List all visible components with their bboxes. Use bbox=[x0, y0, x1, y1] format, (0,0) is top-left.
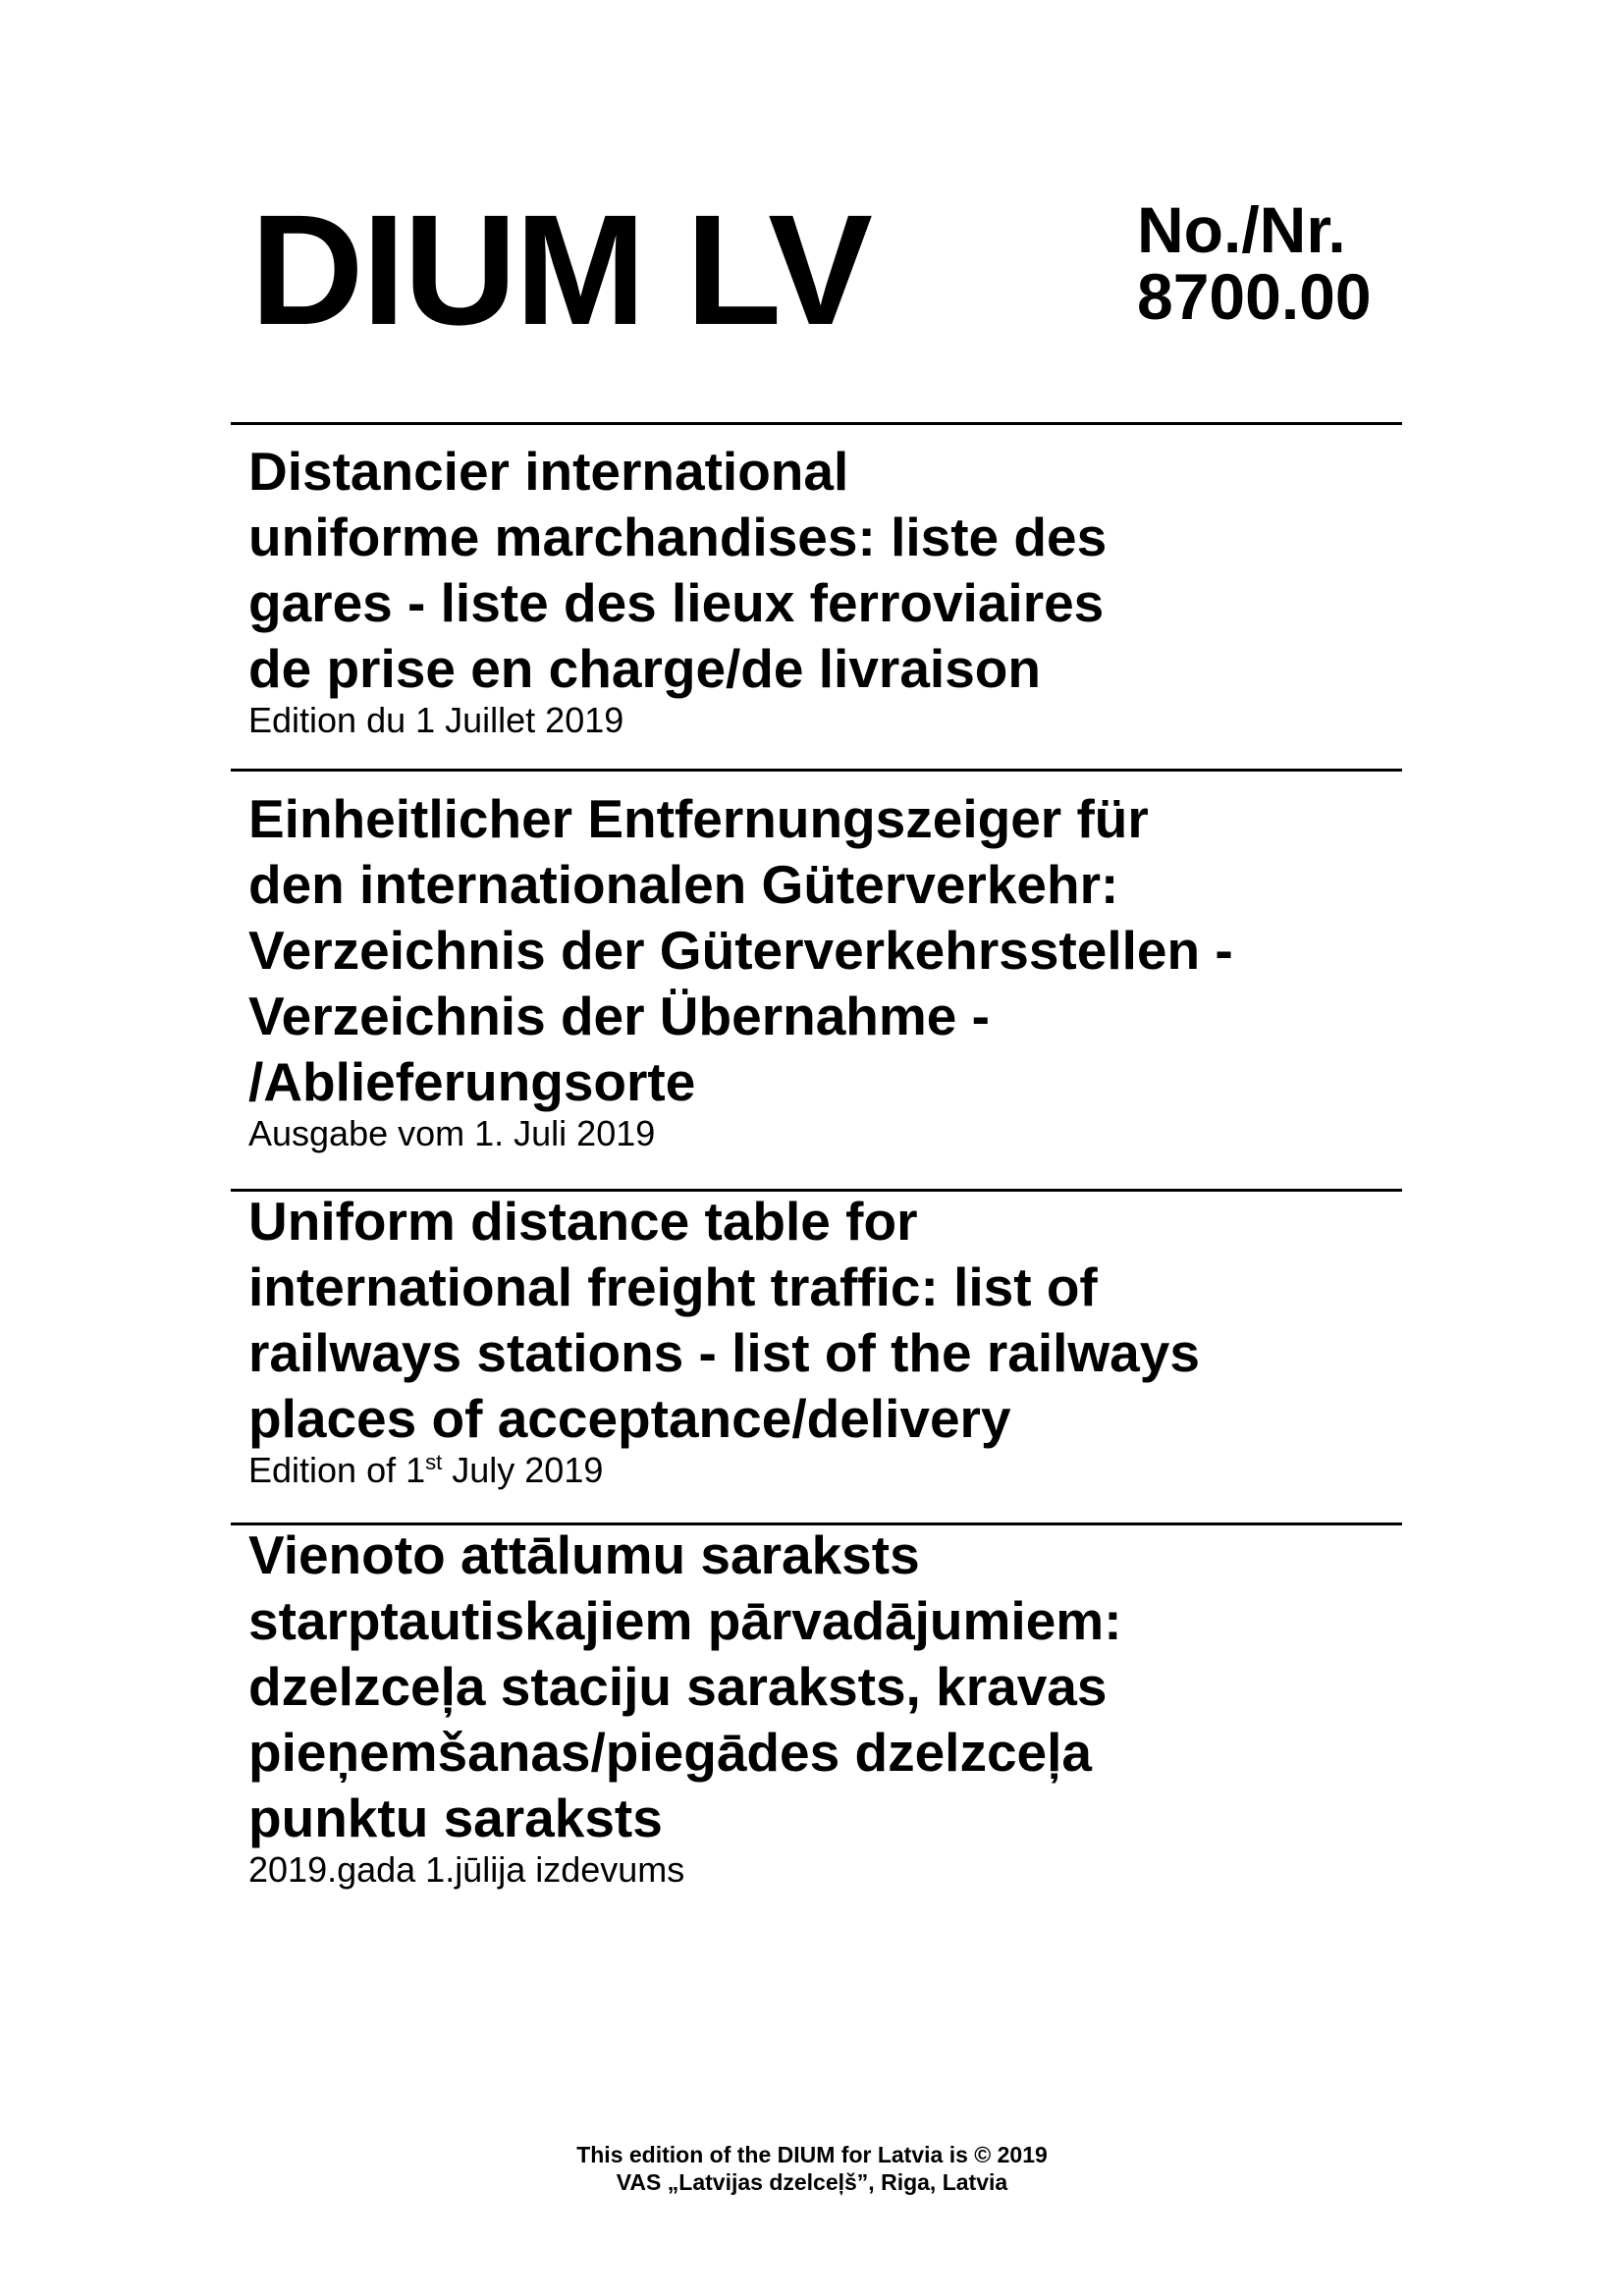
section-english-edition bbox=[248, 1452, 1407, 1489]
section-english-title: Uniform distance table for international freight traffic: list of railways stations - list of the railways places of acceptance/delivery bbox=[248, 1191, 1200, 1449]
section-english-edition-prefix: Edition of 1 bbox=[248, 1450, 426, 1490]
section-german-title: Einheitlicher Entfernungszeiger für den internationalen Güterverkehr: Verzeichnis der Güterverkehrsstellen - Verzeichnis der Übernahme - /Ablieferungsorte bbox=[248, 788, 1233, 1112]
document-title: DIUM LV bbox=[250, 182, 871, 357]
section-german bbox=[248, 786, 1407, 1152]
section-latvian bbox=[248, 1522, 1407, 1889]
section-french-title: Distancier international uniforme marchandises: liste des gares - liste des lieux ferroviaires de prise en charge/de livraison bbox=[248, 441, 1108, 699]
document-number-label: No./Nr. bbox=[1137, 193, 1346, 266]
section-latvian-edition: 2019.gada 1.jūlija izdevums bbox=[248, 1849, 685, 1890]
section-english-edition-superscript: st bbox=[425, 1450, 443, 1474]
section-english bbox=[248, 1189, 1407, 1489]
section-german-edition: Ausgabe vom 1. Juli 2019 bbox=[248, 1113, 656, 1153]
section-french-edition: Edition du 1 Juillet 2019 bbox=[248, 700, 624, 740]
divider-top bbox=[231, 422, 1402, 425]
section-english-edition-suffix: July 2019 bbox=[442, 1450, 604, 1490]
copyright-notice bbox=[0, 2141, 1624, 2196]
copyright-line-1: This edition of the DIUM for Latvia is © 2019 bbox=[576, 2142, 1048, 2167]
copyright-line-2: VAS „Latvijas dzelceļš”, Riga, Latvia bbox=[616, 2169, 1008, 2195]
section-latvian-title: Vienoto attālumu saraksts starptautiskajiem pārvadājumiem: dzelzceļa staciju saraksts, kravas pieņemšanas/piegādes dzelzceļa punktu saraksts bbox=[248, 1524, 1122, 1848]
document-number bbox=[1137, 193, 1372, 333]
document-number-value: 8700.00 bbox=[1137, 260, 1372, 333]
divider-french-german bbox=[231, 769, 1402, 772]
section-french bbox=[248, 439, 1407, 739]
